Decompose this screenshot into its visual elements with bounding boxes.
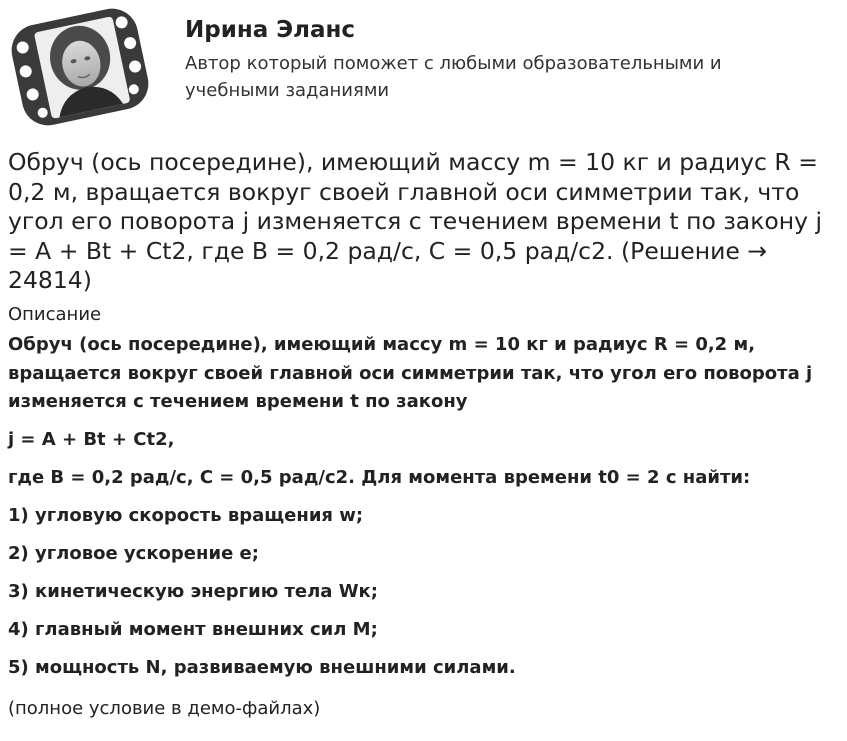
author-avatar[interactable] xyxy=(6,6,154,128)
page-title: Обруч (ось посередине), имеющий массу m = 10 кг и радиус R = 0,2 м, вращается вокруг своей главной оси симметрии так, что угол его поворота j изменяется с течением времени t по закону j = A + Bt + Ct2, где В = 0,2 рад/с, С = 0,5 рад/с2. (Решение → 24814) xyxy=(8,148,823,294)
description-formula: j = A + Bt + Ct2, xyxy=(8,429,175,450)
description-paragraph: Обруч (ось посередине), имеющий массу m = 10 кг и радиус R = 0,2 м, вращается вокруг своей главной оси симметрии так, что угол его поворота j изменяется с течением времени t по закону xyxy=(8,334,813,412)
description-task-item: 2) угловое ускорение e; xyxy=(8,543,259,564)
author-card xyxy=(6,6,841,128)
author-description: Автор который поможет с любыми образовательными и учебными заданиями xyxy=(185,53,722,101)
avatar-film-frame-icon xyxy=(6,6,154,128)
description-label: Описание xyxy=(8,304,102,325)
demo-files-note: (полное условие в демо-файлах) xyxy=(8,698,321,719)
description-paragraph: где В = 0,2 рад/с, С = 0,5 рад/с2. Для момента времени t0 = 2 с найти: xyxy=(8,467,751,488)
description-task-item: 4) главный момент внешних сил M; xyxy=(8,619,378,640)
description-task-item: 5) мощность N, развиваемую внешними силами. xyxy=(8,657,516,678)
description-task-item: 3) кинетическую энергию тела Wк; xyxy=(8,581,378,602)
description-body xyxy=(8,331,842,692)
author-name[interactable]: Ирина Эланс xyxy=(185,17,356,43)
description-task-item: 1) угловую скорость вращения w; xyxy=(8,505,364,526)
